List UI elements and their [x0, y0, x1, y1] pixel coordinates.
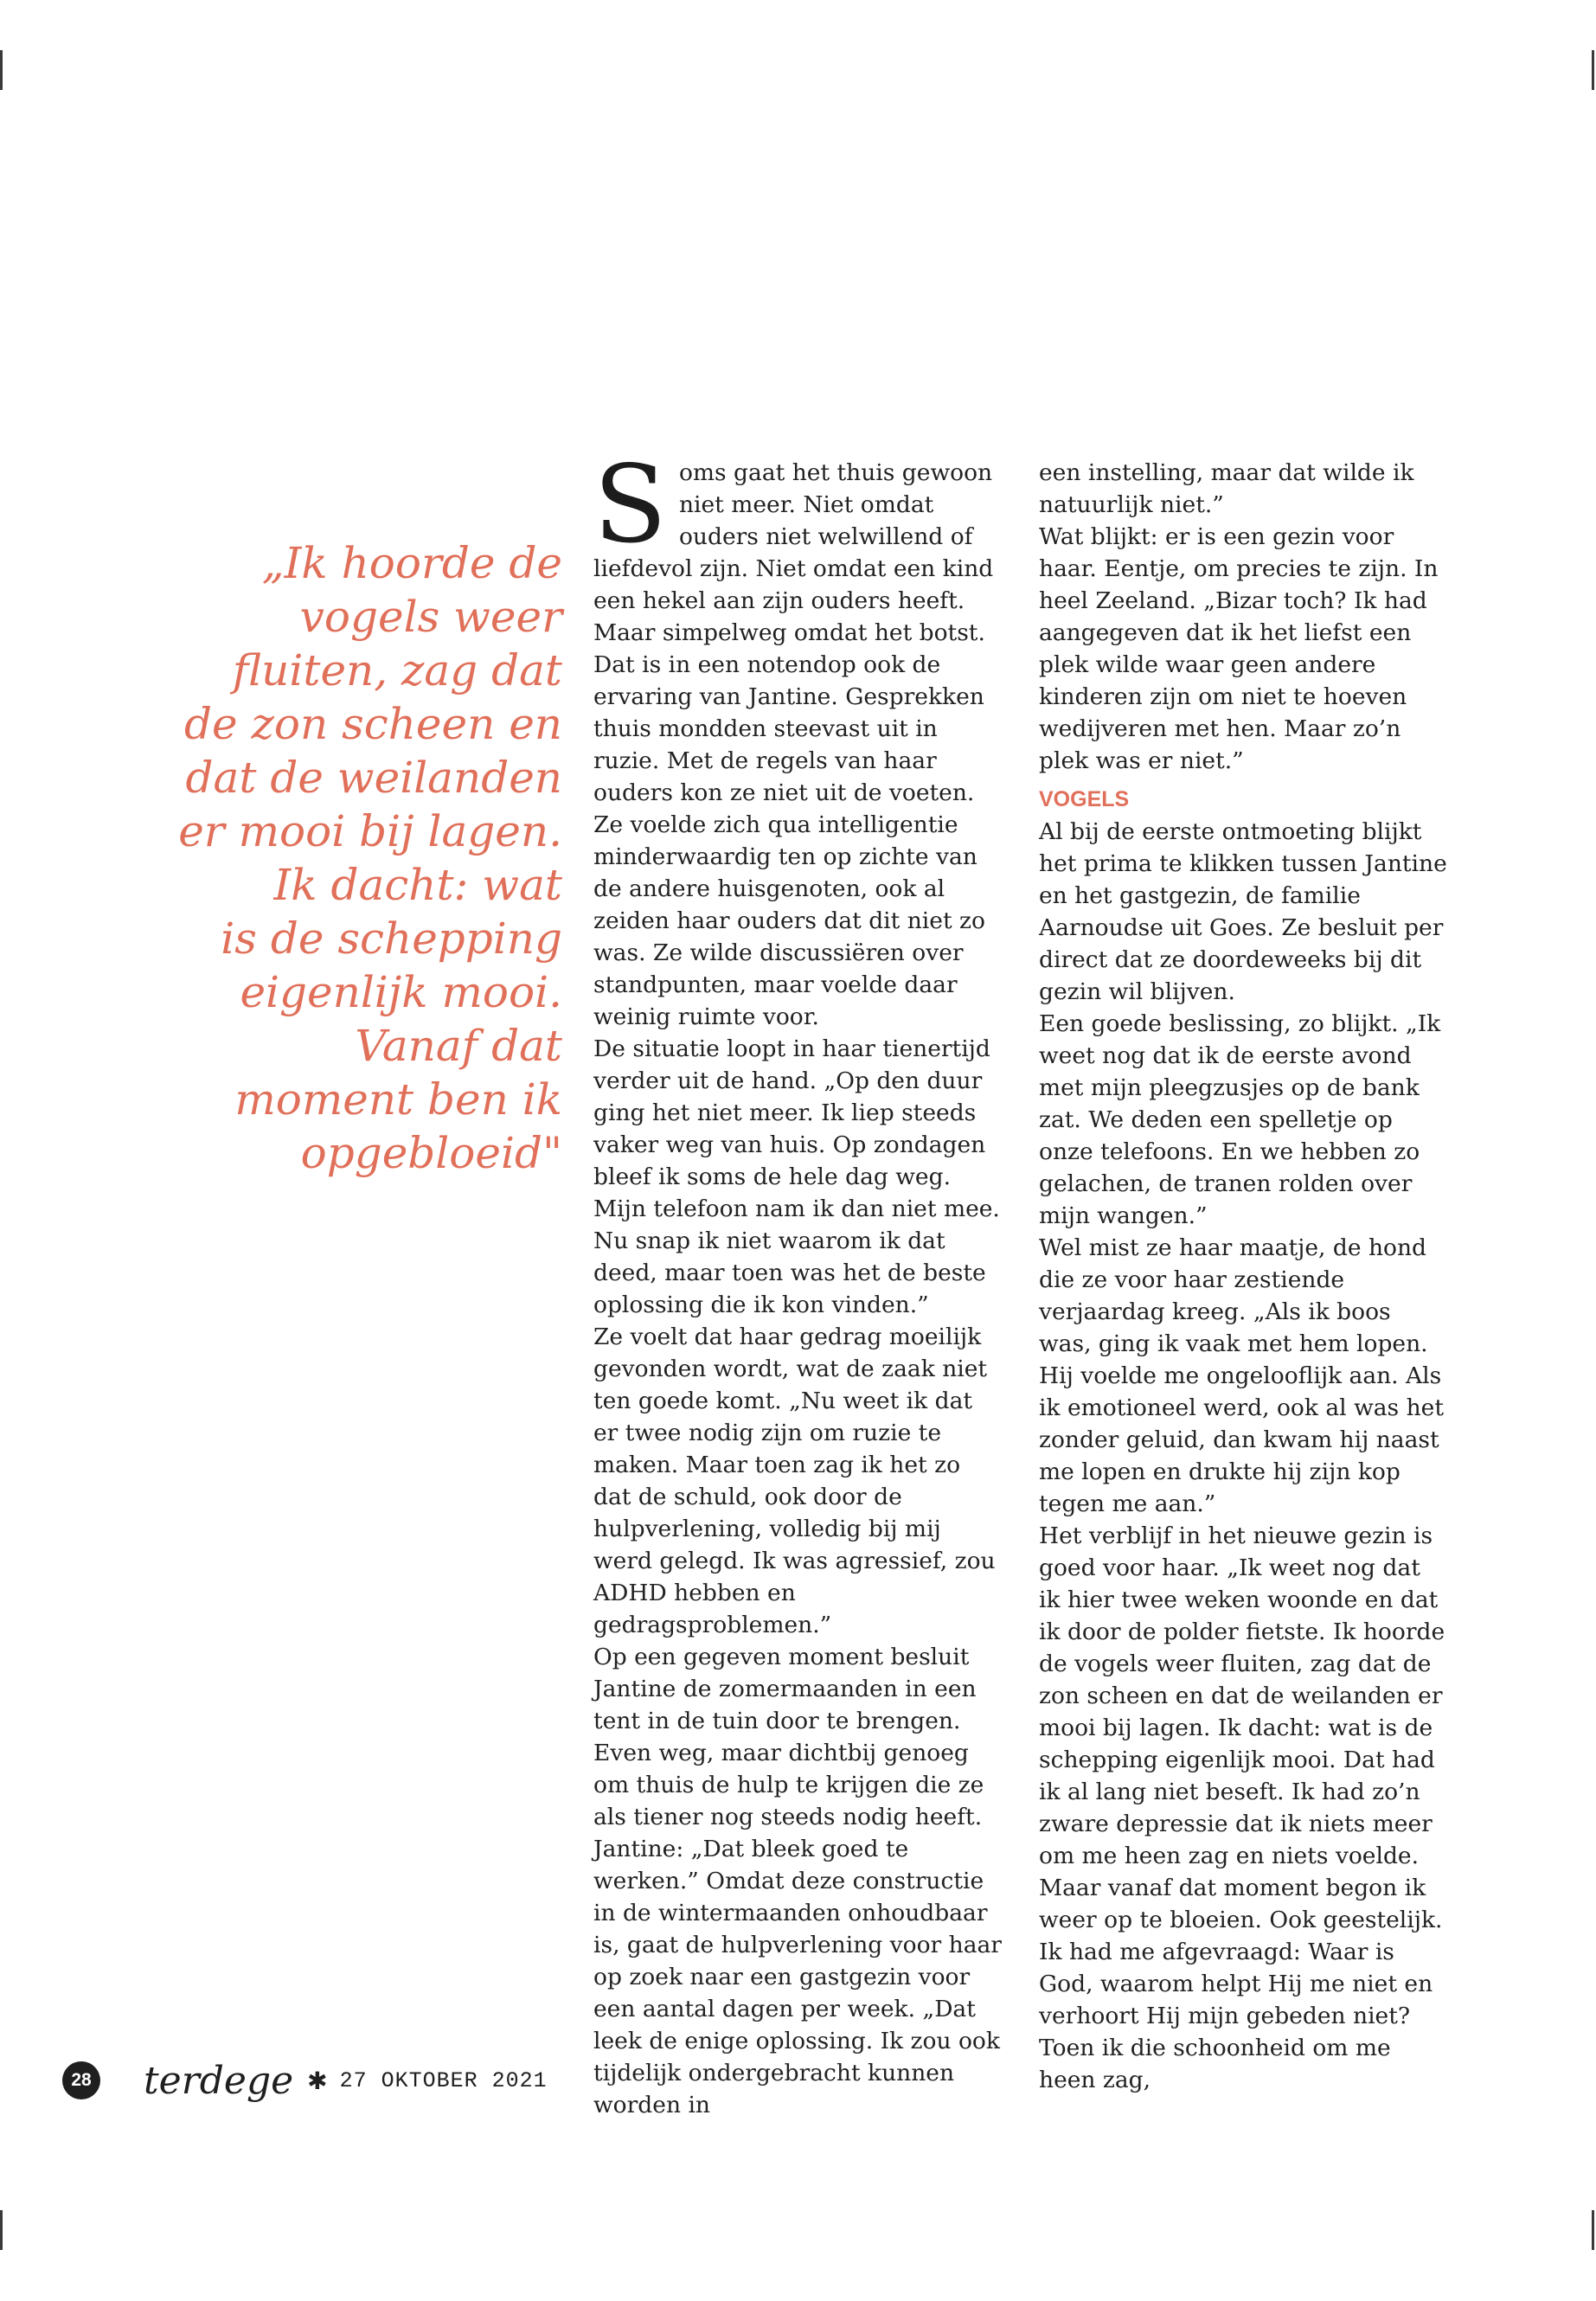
crop-mark-top-left [0, 50, 3, 90]
paragraph: Op een gegeven moment besluit Jantine de zomermaanden in een tent in de tuin door te brengen. Even weg, maar dichtbij genoeg om thuis de hulp te krijgen die ze als tiener nog steeds nodig heeft. Jantine: „Dat bleek goed te werken.” Omdat deze constructie in de wintermaanden onhoudbaar is, gaat de hulpverlening voor haar op zoek naar een gastgezin voor een aantal dagen per week. „Dat leek de enige oplossing. Ik zou ook tijdelijk ondergebracht kunnen worden in [593, 1644, 1002, 2118]
paragraph: De situatie loopt in haar tienertijd verder uit de hand. „Op den duur ging het niet meer. Ik liep steeds vaker weg van huis. Op zondagen bleef ik soms de hele dag weg. Mijn telefoon nam ik dan niet mee. Nu snap ik niet waarom ik dat deed, maar toen was het de beste oplossing die ik kon vinden.” [593, 1035, 1000, 1318]
page-footer [62, 2059, 548, 2102]
paragraph [593, 443, 1002, 649]
paragraph: een instelling, maar dat wilde ik natuurlijk niet.” [1039, 459, 1414, 518]
issue-date: 27 OKTOBER 2021 [339, 2067, 548, 2093]
separator-star-icon: ✱ [307, 2066, 328, 2095]
paragraph: Ze voelt dat haar gedrag moeilijk gevonden wordt, wat de zaak niet ten goede komt. „Nu weet ik dat er twee nodig zijn om ruzie te maken. Maar toen zag ik het zo dat de schuld, ook door de hulpverlening, volledig bij mij werd gelegd. Ik was agressief, zou ADHD hebben en gedragsproblemen.” [593, 1324, 996, 1638]
paragraph: Het verblijf in het nieuwe gezin is goed voor haar. „Ik weet nog dat ik hier twee weken woonde en dat ik door de polder fietste. Ik hoorde de vogels weer fluiten, zag dat de zon scheen en dat de weilanden er mooi bij lagen. Ik dacht: wat is de schepping eigenlijk mooi. Dat had ik al lang niet beseft. Ik had zo’n zware depressie dat ik niets meer om me heen zag en niets voelde. Maar vanaf dat moment begon ik weer op te bloeien. Ook geestelijk. Ik had me afgevraagd: Waar is God, waarom helpt Hij me niet en verhoort Hij mijn gebeden niet? Toen ik die schoonheid om me heen zag, [1039, 1522, 1445, 2093]
crop-mark-bottom-right [1592, 2210, 1594, 2250]
paragraph: Een goede beslissing, zo blijkt. „Ik weet nog dat ik de eerste avond met mijn pleegzusjes op de bank zat. We deden een spelletje op onze telefoons. En we hebben zo gelachen, de tranen rolden over mijn wangen.” [1039, 1010, 1441, 1229]
page-number: 28 [62, 2061, 100, 2099]
article-column-2 [1039, 457, 1447, 2096]
pull-quote: „Ik hoorde de vogels weer fluiten, zag dat de zon scheen en dat de weilanden er mooi bij lagen. Ik dacht: wat is de schepping eigenlijk mooi. Vanaf dat moment ben ik opgebloeid" [178, 538, 562, 1178]
paragraph: Al bij de eerste ontmoeting blijkt het prima te klikken tussen Jantine en het gastgezin, de familie Aarnoudse uit Goes. Ze besluit per direct dat ze doordeweeks bij dit gezin wil blijven. [1039, 818, 1447, 1005]
drop-cap: S [593, 443, 667, 567]
paragraph: Dat is in een notendop ook de ervaring van Jantine. Gesprekken thuis mondden steevast uit in ruzie. Met de regels van haar ouders kon ze niet uit de voeten. Ze voelde zich qua intelligentie minderwaardig ten op zichte van de andere huisgenoten, ook al zeiden haar ouders dat dit niet zo was. Ze wilde discussiëren over standpunten, maar voelde daar weinig ruimte voor. [593, 651, 985, 1030]
article-column-1 [593, 443, 1002, 2121]
crop-mark-bottom-left [0, 2210, 3, 2250]
paragraph-text: oms gaat het thuis gewoon niet meer. Niet omdat ouders niet welwillend of liefdevol zijn. Niet omdat een kind een hekel aan zijn ouders heeft. Maar simpelweg omdat het botst. [593, 459, 994, 646]
magazine-logo: terdege [144, 2058, 294, 2103]
section-subhead: VOGELS [1039, 787, 1130, 811]
paragraph: Wel mist ze haar maatje, de hond die ze voor haar zestiende verjaardag kreeg. „Als ik boos was, ging ik vaak met hem lopen. Hij voelde me ongelooflijk aan. Als ik emotioneel werd, ook al was het zonder geluid, dan kwam hij naast me lopen en drukte hij zijn kop tegen me aan.” [1039, 1234, 1444, 1517]
crop-mark-top-right [1592, 50, 1594, 90]
paragraph: Wat blijkt: er is een gezin voor haar. Eentje, om precies te zijn. In heel Zeeland. „Bizar toch? Ik had aangegeven dat ik het liefst een plek wilde waar geen andere kinderen zijn om niet te hoeven wedijveren met hen. Maar zo’n plek was er niet.” [1039, 523, 1439, 774]
